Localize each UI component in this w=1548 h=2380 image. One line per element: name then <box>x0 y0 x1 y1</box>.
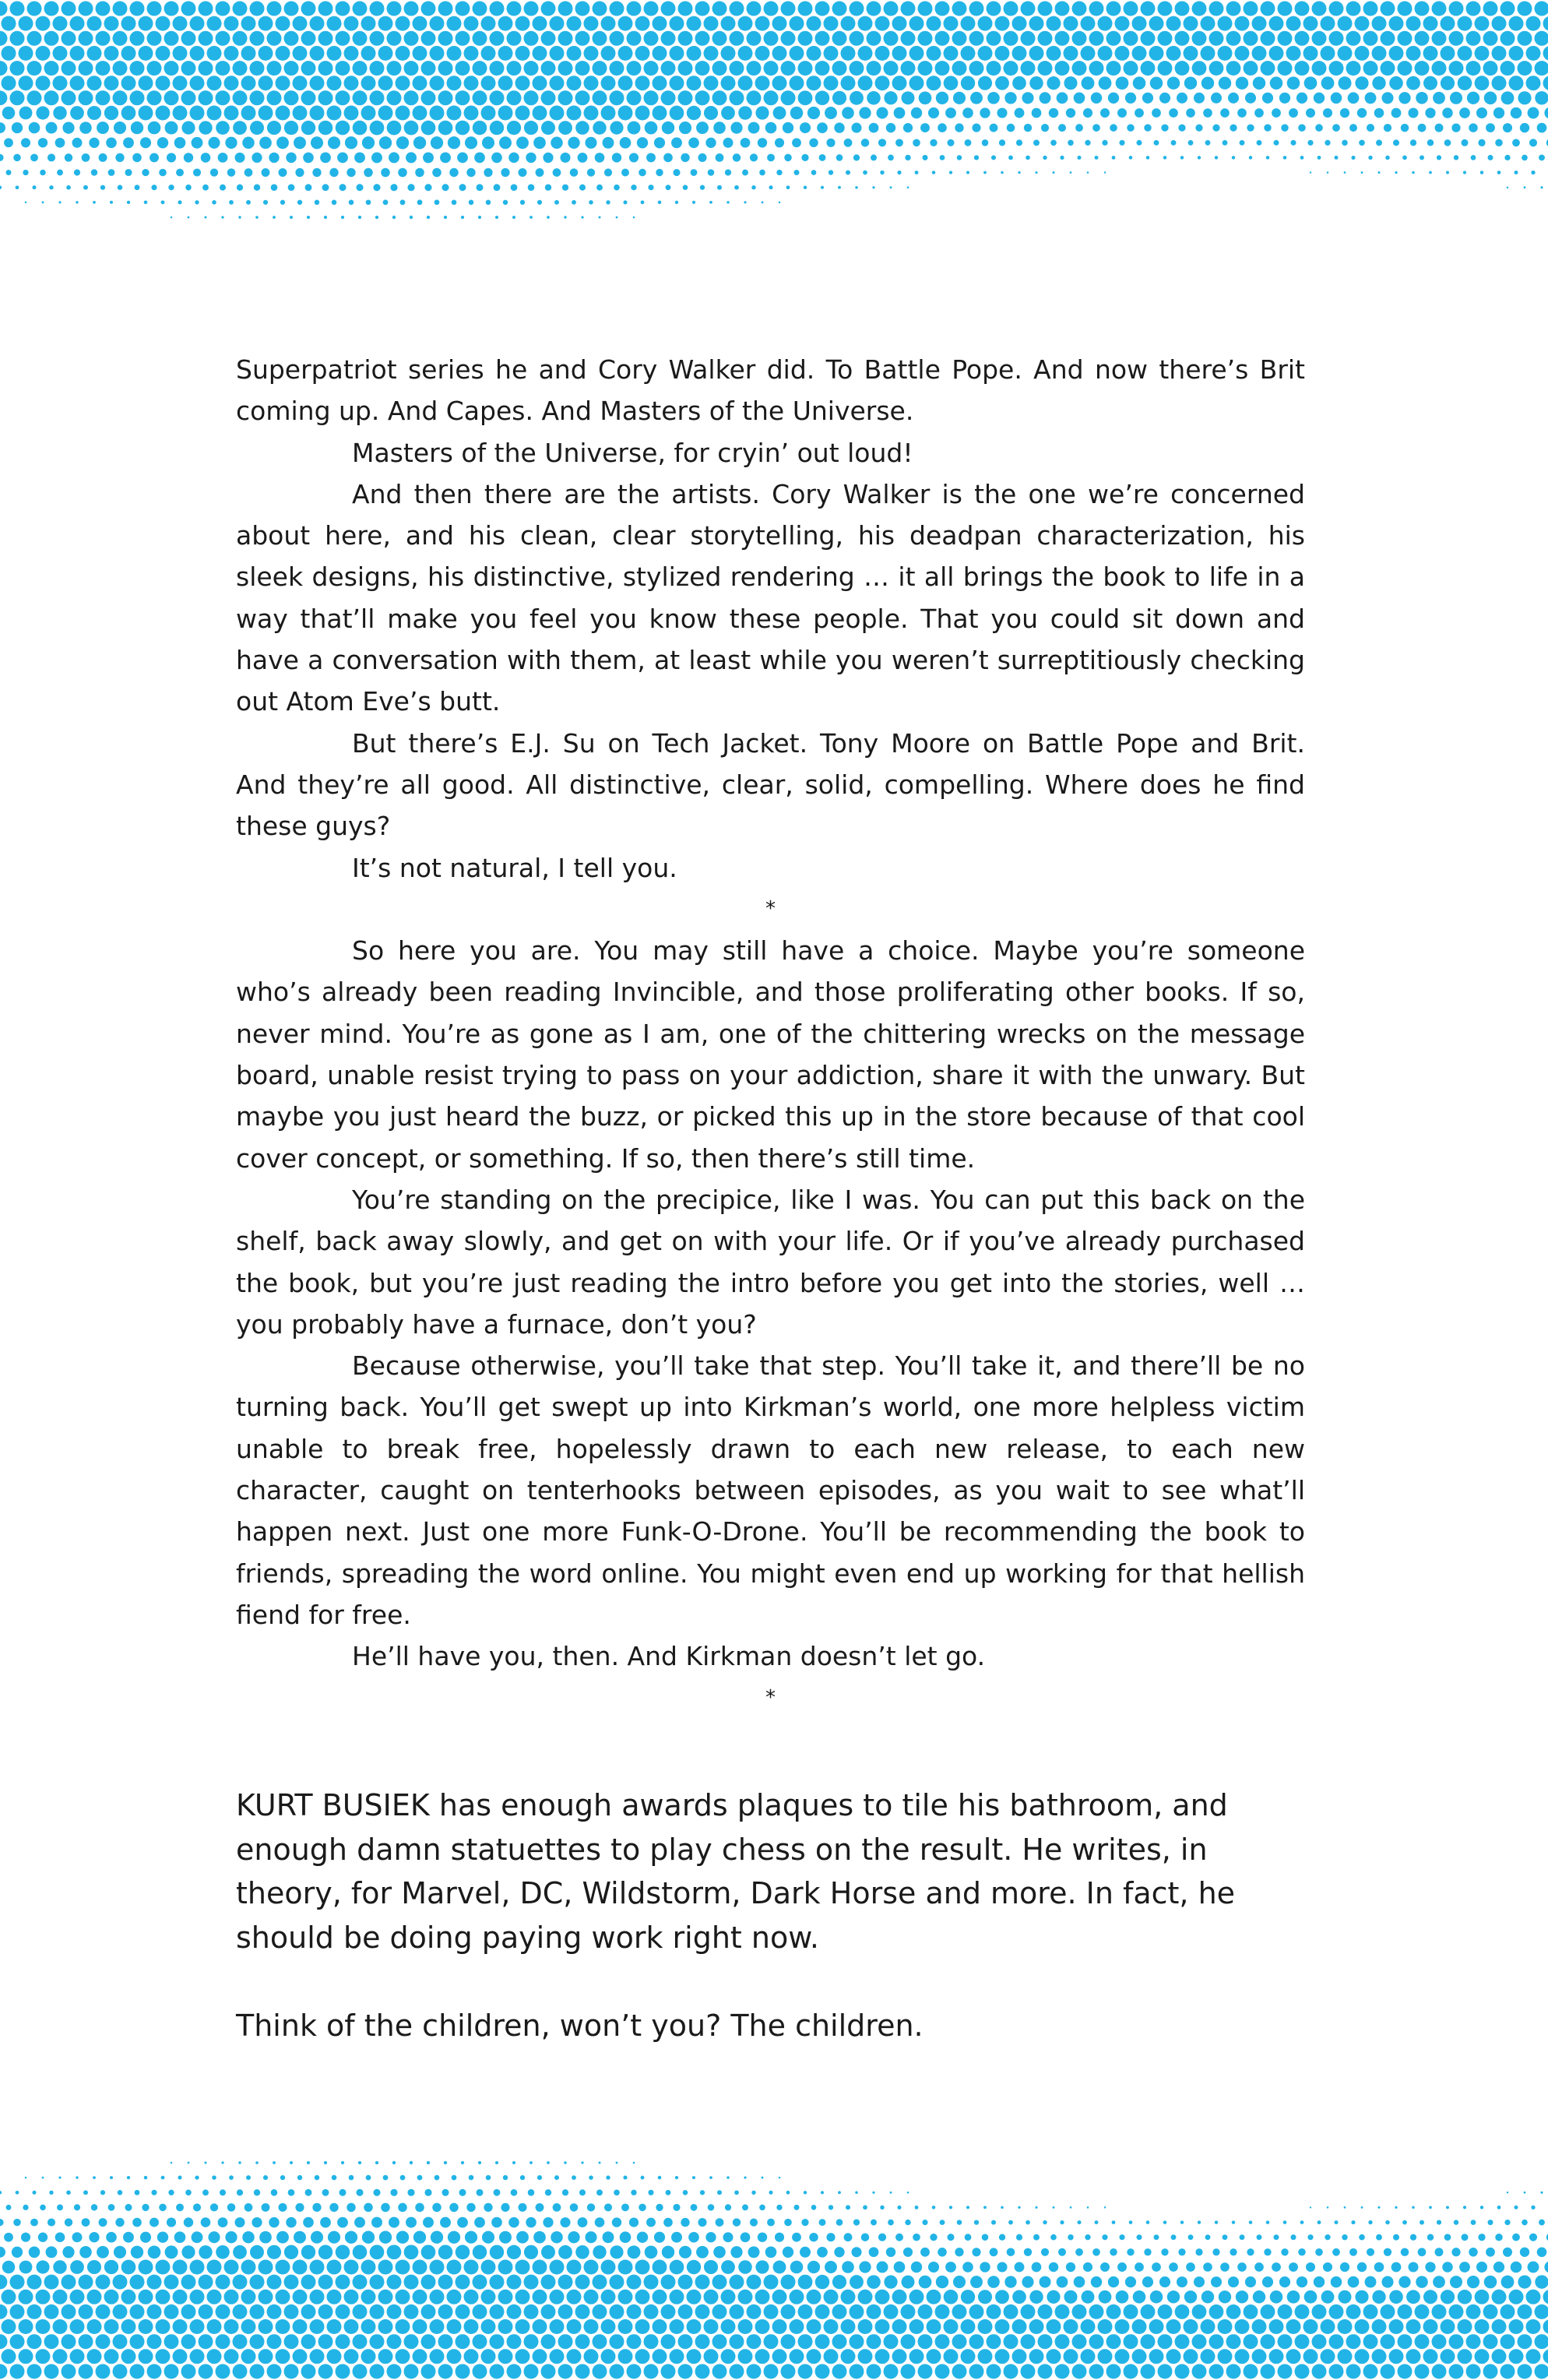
paragraph: Because otherwise, you’ll take that step. You’ll take it, and there’ll be no turning back. You’ll get swept up into Kirkman’s world, one more helpless victim unable to break free, hopelessly drawn to each new release, to each new character, caught on tenterhooks between episodes, as you wait to see what’ll happen next. Just one more Funk-O-Drone. You’ll be recommending the book to friends, spreading the word online. You might even end up working for that hellish fiend for free. <box>236 1350 1305 1630</box>
section-separator: * <box>765 896 776 921</box>
halftone-border-top <box>0 0 1548 226</box>
paragraph: Masters of the Universe, for cryin’ out loud! <box>352 437 913 468</box>
author-bio-closer: Think of the children, won’t you? The children. <box>236 2008 924 2043</box>
paragraph: He’ll have you, then. And Kirkman doesn’t let go. <box>352 1641 986 1672</box>
paragraph: You’re standing on the precipice, like I was. You can put this back on the shelf, back away slowly, and get on with your life. Or if you’ve already purchased the book, but you’re just reading the intro before you get into the stories, well … you probably have a furnace, don’t you? <box>236 1184 1305 1340</box>
paragraph: But there’s E.J. Su on Tech Jacket. Tony Moore on Battle Pope and Brit. And they’re all good. All distinctive, clear, solid, compelling. Where does he find these guys? <box>236 727 1305 842</box>
paragraph: So here you are. You may still have a choice. Maybe you’re someone who’s already been reading Invincible, and those proliferating other books. If so, never mind. You’re as gone as I am, one of the chittering wrecks on the message board, unable resist trying to pass on your addiction, share it with the unwary. But maybe you just heard the buzz, or picked this up in the store because of that cool cover concept, or something. If so, then there’s still time. <box>236 935 1305 1174</box>
paragraph-continuation: Superpatriot series he and Cory Walker did. To Battle Pope. And now there’s Brit coming up. And Capes. And Masters of the Universe. <box>236 354 1305 427</box>
section-separator: * <box>765 1685 776 1709</box>
paragraph: It’s not natural, I tell you. <box>352 852 677 883</box>
halftone-border-bottom <box>0 2154 1548 2380</box>
author-bio-text: KURT BUSIEK has enough awards plaques to tile his bathroom, and enough damn statuettes to play chess on the result. He writes, in theory, for Marvel, DC, Wildstorm, Dark Horse and more. In fact, he should be doing paying work right now. <box>236 1788 1236 1955</box>
author-bio <box>236 1783 1305 2047</box>
essay-body <box>236 349 1305 1719</box>
paragraph: And then there are the artists. Cory Walker is the one we’re concerned about here, and his clean, clear storytelling, his deadpan characterization, his sleek designs, his distinctive, stylized rendering … it all brings the book to life in a way that’ll make you feel you know these people. That you could sit down and have a conversation with them, at least while you weren’t surreptitiously checking out Atom Eve’s butt. <box>236 478 1305 717</box>
